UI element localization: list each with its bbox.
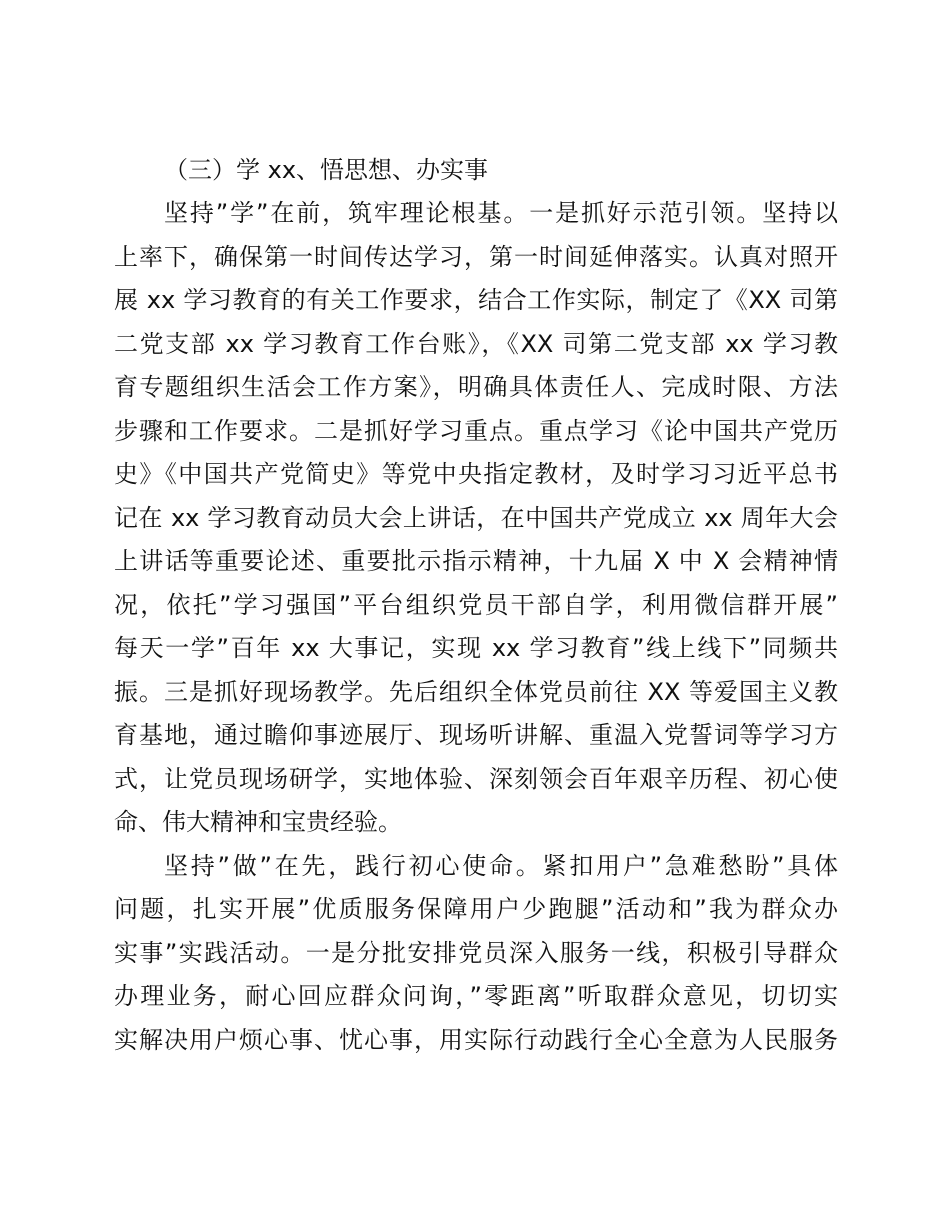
paragraph-line: 办理业务，耐心回应群众问询，”零距离”听取群众意见，切切实 xyxy=(114,982,838,1010)
paragraph-line: 展 xx 学习教育的有关工作要求，结合工作实际，制定了《XX 司第 xyxy=(114,286,838,314)
paragraph-line: 坚持”做”在先，践行初心使命。紧扣用户”急难愁盼”具体 xyxy=(164,851,838,880)
paragraph-line: 上率下，确保第一时间传达学习，第一时间延伸落实。认真对照开 xyxy=(114,242,838,271)
paragraph-line: 坚持”学”在前，筑牢理论根基。一是抓好示范引领。坚持以 xyxy=(164,199,838,227)
paragraph-line: 问题，扎实开展”优质服务保障用户少跑腿”活动和”我为群众办 xyxy=(114,895,838,923)
paragraph-line: 命、伟大精神和宝贵经验。 xyxy=(114,808,402,836)
paragraph-line: 史》《中国共产党简史》等党中央指定教材，及时学习习近平总书 xyxy=(114,460,838,488)
paragraph-line: 式，让党员现场研学，实地体验、深刻领会百年艰辛历程、初心使 xyxy=(114,764,838,793)
paragraph-line: 记在 xx 学习教育动员大会上讲话，在中国共产党成立 xx 周年大会 xyxy=(114,503,838,532)
paragraph-line: 二党支部 xx 学习教育工作台账》，《XX 司第二党支部 xx 学习教 xyxy=(114,329,838,358)
paragraph-action xyxy=(114,845,838,1063)
paragraph-line: 况，依托”学习强国”平台组织党员干部自学，利用微信群开展” xyxy=(114,590,838,619)
paragraph-line: 育专题组织生活会工作方案》，明确具体责任人、完成时限、方法 xyxy=(114,373,838,401)
paragraph-line: 振。三是抓好现场教学。先后组织全体党员前往 XX 等爱国主义教 xyxy=(114,677,838,706)
paragraph-study xyxy=(114,192,838,845)
document-page xyxy=(114,148,838,1062)
section-heading: （三）学 xx、悟思想、办实事 xyxy=(164,156,489,184)
paragraph-line: 每天一学”百年 xx 大事记，实现 xx 学习教育”线上线下”同频共 xyxy=(114,634,838,662)
paragraph-line: 上讲话等重要论述、重要批示指示精神，十九届 X 中 X 会精神情 xyxy=(114,547,838,575)
paragraph-line: 步骤和工作要求。二是抓好学习重点。重点学习《论中国共产党历 xyxy=(114,416,838,445)
paragraph-line: 实事”实践活动。一是分批安排党员深入服务一线，积极引导群众 xyxy=(114,938,838,967)
paragraph-line: 实解决用户烦心事、忧心事，用实际行动践行全心全意为人民服务 xyxy=(114,1025,838,1054)
paragraph-line: 育基地，通过瞻仰事迹展厅、现场听讲解、重温入党誓词等学习方 xyxy=(114,721,838,749)
